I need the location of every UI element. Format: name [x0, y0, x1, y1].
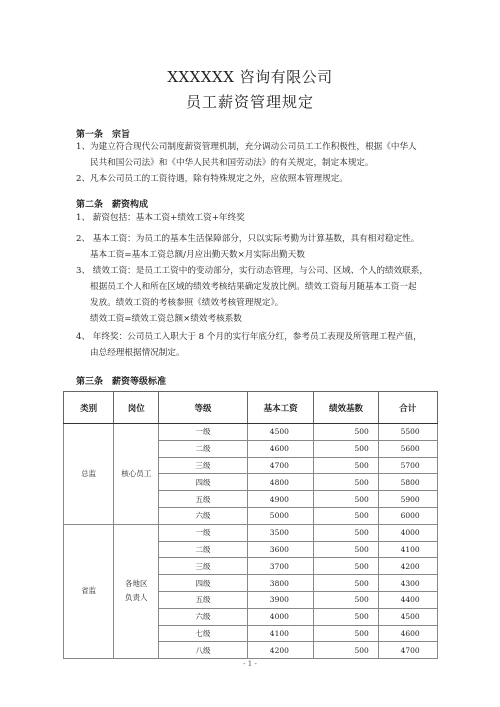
section-2-heading: 第二条 薪资构成: [76, 200, 149, 210]
grade-cell: 三级: [159, 558, 248, 575]
col-header-performance-base: 绩效基数: [314, 392, 378, 424]
total-cell: 5900: [378, 491, 437, 508]
paragraph-line: 根据员工个人和所在区域的绩效考核结果确定发放比例。绩效工资每月随基本工资一起: [90, 282, 417, 292]
grade-cell: 七级: [159, 625, 248, 642]
base-salary-cell: 4100: [247, 625, 314, 642]
grade-cell: 四级: [159, 474, 248, 491]
base-salary-cell: 5000: [247, 507, 314, 524]
paragraph-line: 1、为建立符合现代公司制度薪资管理机制，充分调动公司员工工作积极性，根据《中华人: [76, 142, 417, 152]
base-salary-cell: 3700: [247, 558, 314, 575]
total-cell: 5500: [378, 424, 437, 441]
base-salary-cell: 3500: [247, 524, 314, 541]
total-cell: 5700: [378, 457, 437, 474]
performance-base-cell: 500: [314, 424, 378, 441]
total-cell: 4700: [378, 642, 437, 659]
col-header-category: 类别: [64, 392, 114, 424]
col-header-total: 合计: [378, 392, 437, 424]
page-number: - 1 -: [243, 660, 257, 668]
grade-cell: 一级: [159, 424, 248, 441]
paragraph-line: 2、 基本工资：为员工的基本生活保障部分，只以实际考勤为计算基数，具有相对稳定性。: [76, 234, 420, 244]
paragraph-line: 绩效工资=绩效工资总额×绩效考核系数: [90, 314, 242, 324]
table-row: [64, 524, 438, 541]
total-cell: 4400: [378, 591, 437, 608]
performance-base-cell: 500: [314, 524, 378, 541]
base-salary-cell: 4500: [247, 424, 314, 441]
total-cell: 4600: [378, 625, 437, 642]
performance-base-cell: 500: [314, 642, 378, 659]
grade-cell: 六级: [159, 608, 248, 625]
document-title: 员工薪资管理规定: [185, 93, 314, 111]
performance-base-cell: 500: [314, 558, 378, 575]
section-1-heading: 第一条 宗旨: [76, 130, 131, 140]
paragraph-line: 基本工资=基本工资总额/月应出勤天数×月实际出勤天数: [90, 250, 305, 260]
base-salary-cell: 3900: [247, 591, 314, 608]
performance-base-cell: 500: [314, 575, 378, 592]
grade-cell: 四级: [159, 575, 248, 592]
company-title: XXXXXX 咨询有限公司: [167, 68, 333, 86]
section-3-heading: 第三条 薪资等级标准: [76, 377, 167, 387]
grade-cell: 六级: [159, 507, 248, 524]
table-row: [64, 424, 438, 441]
performance-base-cell: 500: [314, 440, 378, 457]
base-salary-cell: 4200: [247, 642, 314, 659]
base-salary-cell: 4900: [247, 491, 314, 508]
performance-base-cell: 500: [314, 591, 378, 608]
performance-base-cell: 500: [314, 474, 378, 491]
position-cell: 核心员工: [114, 424, 159, 525]
grade-cell: 五级: [159, 591, 248, 608]
base-salary-cell: 3600: [247, 541, 314, 558]
grade-cell: 五级: [159, 491, 248, 508]
base-salary-cell: 4800: [247, 474, 314, 491]
category-cell: 总监: [64, 424, 114, 525]
total-cell: 4200: [378, 558, 437, 575]
col-header-base-salary: 基本工资: [247, 392, 314, 424]
paragraph-line: 发放。绩效工资的考核参照《绩效考核管理规定》。: [90, 298, 284, 308]
total-cell: 4000: [378, 524, 437, 541]
paragraph-line: 3、 绩效工资：是员工工资中的变动部分，实行动态管理，与公司、区域、个人的绩效联系，: [76, 266, 428, 276]
performance-base-cell: 500: [314, 457, 378, 474]
base-salary-cell: 3800: [247, 575, 314, 592]
performance-base-cell: 500: [314, 541, 378, 558]
base-salary-cell: 4600: [247, 440, 314, 457]
grade-cell: 八级: [159, 642, 248, 659]
total-cell: 5800: [378, 474, 437, 491]
grade-cell: 三级: [159, 457, 248, 474]
total-cell: 5600: [378, 440, 437, 457]
total-cell: 4100: [378, 541, 437, 558]
total-cell: 4300: [378, 575, 437, 592]
performance-base-cell: 500: [314, 608, 378, 625]
salary-grade-table: [63, 391, 438, 659]
base-salary-cell: 4700: [247, 457, 314, 474]
total-cell: 4500: [378, 608, 437, 625]
col-header-grade: 等级: [159, 392, 248, 424]
grade-cell: 二级: [159, 440, 248, 457]
performance-base-cell: 500: [314, 491, 378, 508]
paragraph-line: 4、 年终奖：公司员工入职大于 8 个月的实行年底分红，参考员工表现及所管理工程产值，: [76, 332, 422, 342]
table-body: [64, 424, 438, 659]
table-header-row: [64, 392, 438, 424]
performance-base-cell: 500: [314, 507, 378, 524]
grade-cell: 一级: [159, 524, 248, 541]
category-cell: 省监: [64, 524, 114, 658]
col-header-position: 岗位: [114, 392, 159, 424]
paragraph-line: 民共和国公司法》和《中华人民共和国劳动法》的有关规定，制定本规定。: [90, 158, 374, 168]
total-cell: 6000: [378, 507, 437, 524]
base-salary-cell: 4000: [247, 608, 314, 625]
paragraph-line: 2、凡本公司员工的工资待遇，除有特殊规定之外，应依照本管理规定。: [76, 174, 348, 184]
position-cell: 各地区 负责人: [114, 524, 159, 658]
paragraph-line: 1、 薪资包括：基本工资+绩效工资+年终奖: [76, 213, 245, 223]
grade-cell: 二级: [159, 541, 248, 558]
paragraph-line: 由总经理根据情况制定。: [90, 348, 185, 358]
performance-base-cell: 500: [314, 625, 378, 642]
